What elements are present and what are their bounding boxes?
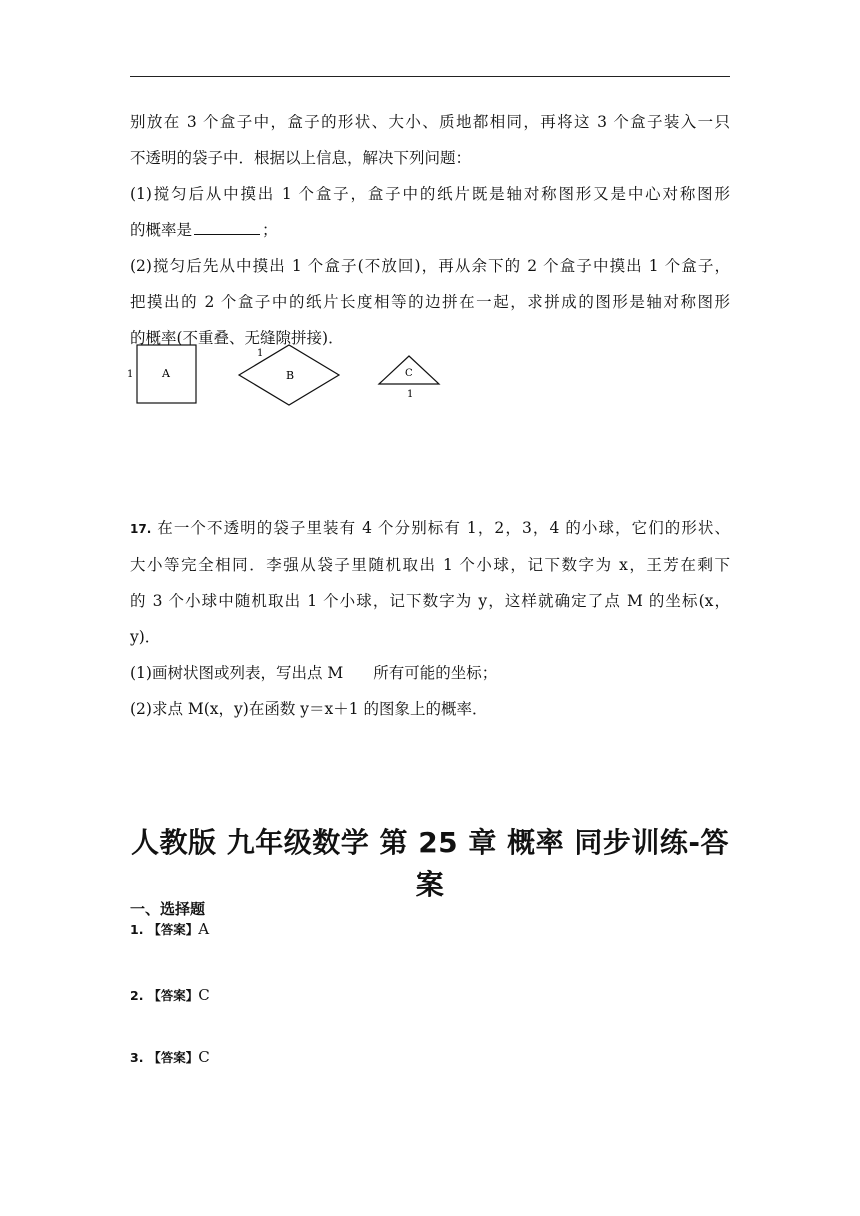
- sub-question-1-prefix: (1)画树状图或列表，写出点 M: [130, 664, 344, 682]
- answer-blank: [194, 220, 260, 235]
- answer-number: 3.: [130, 1050, 144, 1065]
- question-number: 17.: [130, 522, 152, 536]
- answer-item: [130, 920, 209, 938]
- blank-prefix: 的概率是: [130, 221, 193, 239]
- shapes-figure: [126, 340, 456, 412]
- answer-value: A: [198, 920, 210, 938]
- blank-suffix: ；: [262, 221, 278, 239]
- text-line: 把摸出的 2 个盒子中的纸片长度相等的边拼在一起，求拼成的图形是轴对称图形: [130, 293, 730, 311]
- text-line: y)．: [130, 628, 161, 646]
- answer-label: 【答案】: [148, 1050, 199, 1065]
- text-line: (2)搅匀后先从中摸出 1 个盒子(不放回)，再从余下的 2 个盒子中摸出 1 个盒子，: [130, 257, 730, 275]
- answer-label: 【答案】: [148, 988, 199, 1003]
- text-line-with-blank: [130, 212, 730, 248]
- problem-17-text: [130, 510, 730, 727]
- text-line: 不透明的袋子中．根据以上信息，解决下列问题：: [130, 149, 472, 167]
- answer-title: 人教版 九年级数学 第 25 章 概率 同步训练-答案: [130, 826, 730, 901]
- rhombus-side-label: 1: [257, 348, 264, 359]
- text-line: 大小等完全相同．李强从袋子里随机取出 1 个小球，记下数字为 x，王芳在剩下: [130, 556, 730, 574]
- question-text: 在一个不透明的袋子里装有 4 个分别标有 1，2，3，4 的小球，它们的形状、: [157, 519, 730, 537]
- answer-label: 【答案】: [148, 922, 199, 937]
- problem-16-text: [130, 104, 730, 356]
- answer-item: [130, 986, 210, 1004]
- rhombus-label: B: [286, 369, 295, 382]
- text-line: 别放在 3 个盒子中，盒子的形状、大小、质地都相同，再将这 3 个盒子装入一只: [130, 113, 730, 131]
- answer-value: C: [198, 1048, 210, 1066]
- section-heading: 一、选择题: [130, 900, 206, 918]
- text-line: 的 3 个小球中随机取出 1 个小球，记下数字为 y，这样就确定了点 M 的坐标(x，: [130, 592, 730, 610]
- text-line: 的概率(不重叠、无缝隙拼接)．: [130, 329, 344, 347]
- sub-question-1-suffix: 所有可能的坐标；: [373, 664, 498, 682]
- answer-number: 2.: [130, 988, 144, 1003]
- answer-item: [130, 1048, 210, 1066]
- header-rule: [130, 76, 730, 77]
- sub-question-2: (2)求点 M(x，y)在函数 y＝x＋1 的图象上的概率．: [130, 700, 488, 718]
- text-line: [130, 510, 730, 547]
- triangle-label: C: [405, 368, 413, 379]
- square-side-label: 1: [127, 369, 134, 380]
- triangle-base-label: 1: [407, 389, 414, 400]
- square-label: A: [162, 367, 170, 380]
- sub-question-1: [130, 655, 730, 691]
- answer-number: 1.: [130, 922, 144, 937]
- answer-value: C: [198, 986, 210, 1004]
- text-line: (1)搅匀后从中摸出 1 个盒子，盒子中的纸片既是轴对称图形又是中心对称图形: [130, 185, 730, 203]
